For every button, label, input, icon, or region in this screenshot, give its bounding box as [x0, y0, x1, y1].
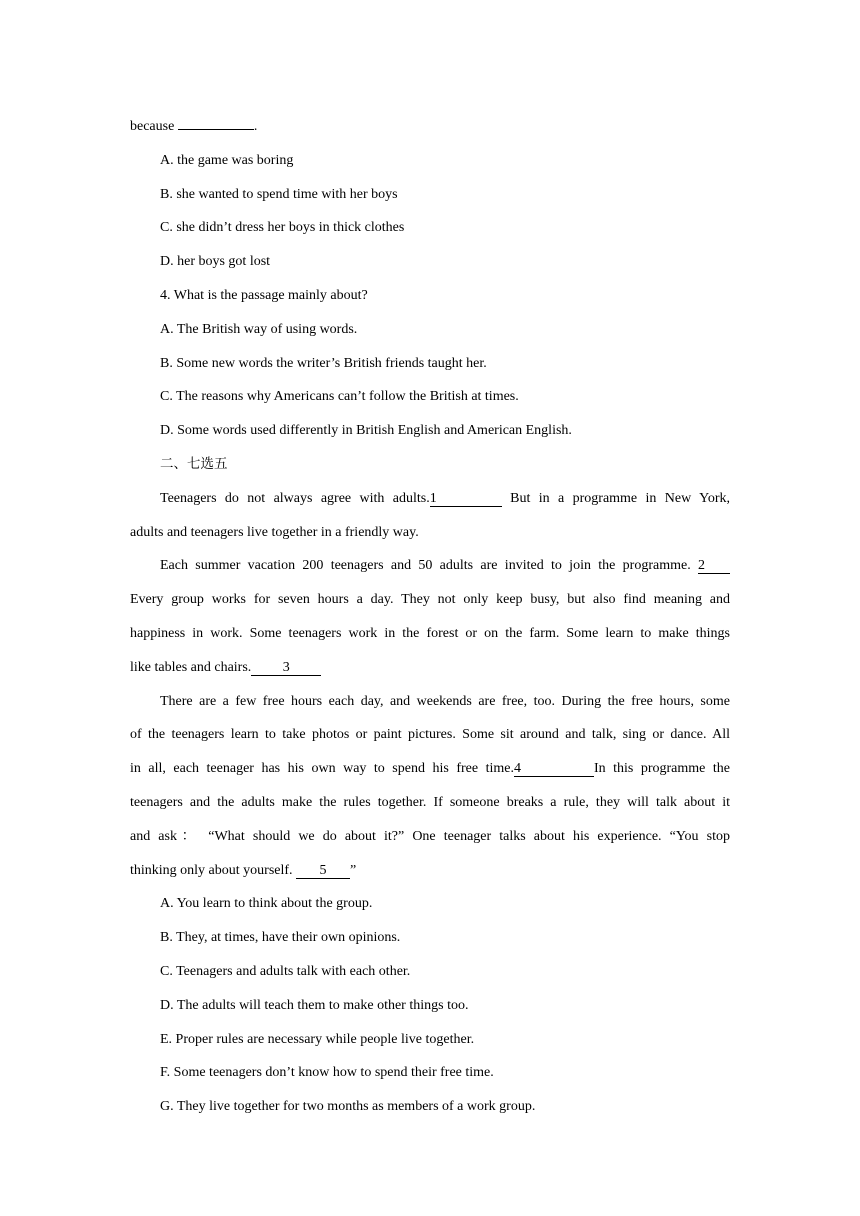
answer-blank-1: 1	[430, 492, 502, 507]
passage-text: ”	[350, 862, 357, 878]
passage-text: Teenagers do not always agree with adults.	[160, 490, 430, 506]
q4-option-a: A. The British way of using words.	[160, 321, 358, 337]
passage-p2-line3: happiness in work. Some teenagers work in the forest or on the farm. Some learn to make things	[130, 625, 730, 641]
answer-blank-2: 2	[698, 559, 730, 574]
section-heading: 二、七选五	[160, 455, 228, 472]
option-b: B. They, at times, have their own opinions.	[160, 930, 401, 946]
option-g: G. They live together for two months as members of a work group.	[160, 1099, 536, 1115]
answer-blank-4: 4	[514, 762, 594, 777]
passage-p3-line4: teenagers and the adults make the rules together. If someone breaks a rule, they will talk about it	[130, 794, 730, 810]
passage-text: In this programme the	[593, 761, 730, 777]
passage-p3-line3	[130, 752, 730, 786]
passage-text: thinking only about yourself.	[130, 862, 297, 878]
option-c: C. Teenagers and adults talk with each other.	[160, 963, 411, 979]
option-d: D. The adults will teach them to make other things too.	[160, 997, 469, 1013]
q3-stem-end	[130, 110, 730, 144]
passage-p1-line2: adults and teenagers live together in a friendly way.	[130, 524, 419, 540]
option-e: E. Proper rules are necessary while people live together.	[160, 1031, 475, 1047]
q3-option-d: D. her boys got lost	[160, 254, 271, 270]
q4-option-b: B. Some new words the writer’s British friends taught her.	[160, 355, 487, 371]
passage-p3-line1: There are a few free hours each day, and weekends are free, too. During the free hours, some	[160, 693, 730, 709]
q3-option-a: A. the game was boring	[160, 152, 294, 168]
passage-text: Each summer vacation 200 teenagers and 50 adults are invited to join the programme.	[160, 558, 698, 574]
answer-blank-3: 3	[251, 661, 321, 676]
q3-option-c: C. she didn’t dress her boys in thick clothes	[160, 220, 405, 236]
q3-option-b: B. she wanted to spend time with her boys	[160, 186, 398, 202]
answer-blank-5: 5	[296, 864, 350, 879]
passage-p3-line2: of the teenagers learn to take photos or paint pictures. Some sit around and talk, sing or dance. All	[130, 727, 730, 743]
passage-text: But in a programme in New York,	[501, 490, 730, 506]
passage-p3-line5: and ask： “What should we do about it?” One teenager talks about his experience. “You stop	[130, 828, 730, 844]
option-a: A. You learn to think about the group.	[160, 896, 373, 912]
passage-p2-line1	[130, 549, 730, 583]
q4-option-c: C. The reasons why Americans can’t follow the British at times.	[160, 389, 519, 405]
q3-period: .	[253, 119, 258, 134]
passage-p1-line1	[130, 482, 730, 516]
option-f: F. Some teenagers don’t know how to spend their free time.	[160, 1065, 494, 1081]
passage-p2-line2: Every group works for seven hours a day. They not only keep busy, but also find meaning and	[130, 592, 730, 608]
document-page	[130, 110, 730, 1124]
q3-answer-blank	[178, 129, 254, 130]
passage-text: in all, each teenager has his own way to spend his free time.	[130, 761, 514, 777]
passage-p2-line4	[130, 651, 730, 685]
passage-text: like tables and chairs.	[130, 659, 252, 675]
q4-question: 4. What is the passage mainly about?	[160, 287, 368, 303]
q3-stem-text: because	[130, 119, 175, 134]
q4-option-d: D. Some words used differently in British English and American English.	[160, 423, 572, 439]
passage-p3-line6	[130, 854, 730, 888]
